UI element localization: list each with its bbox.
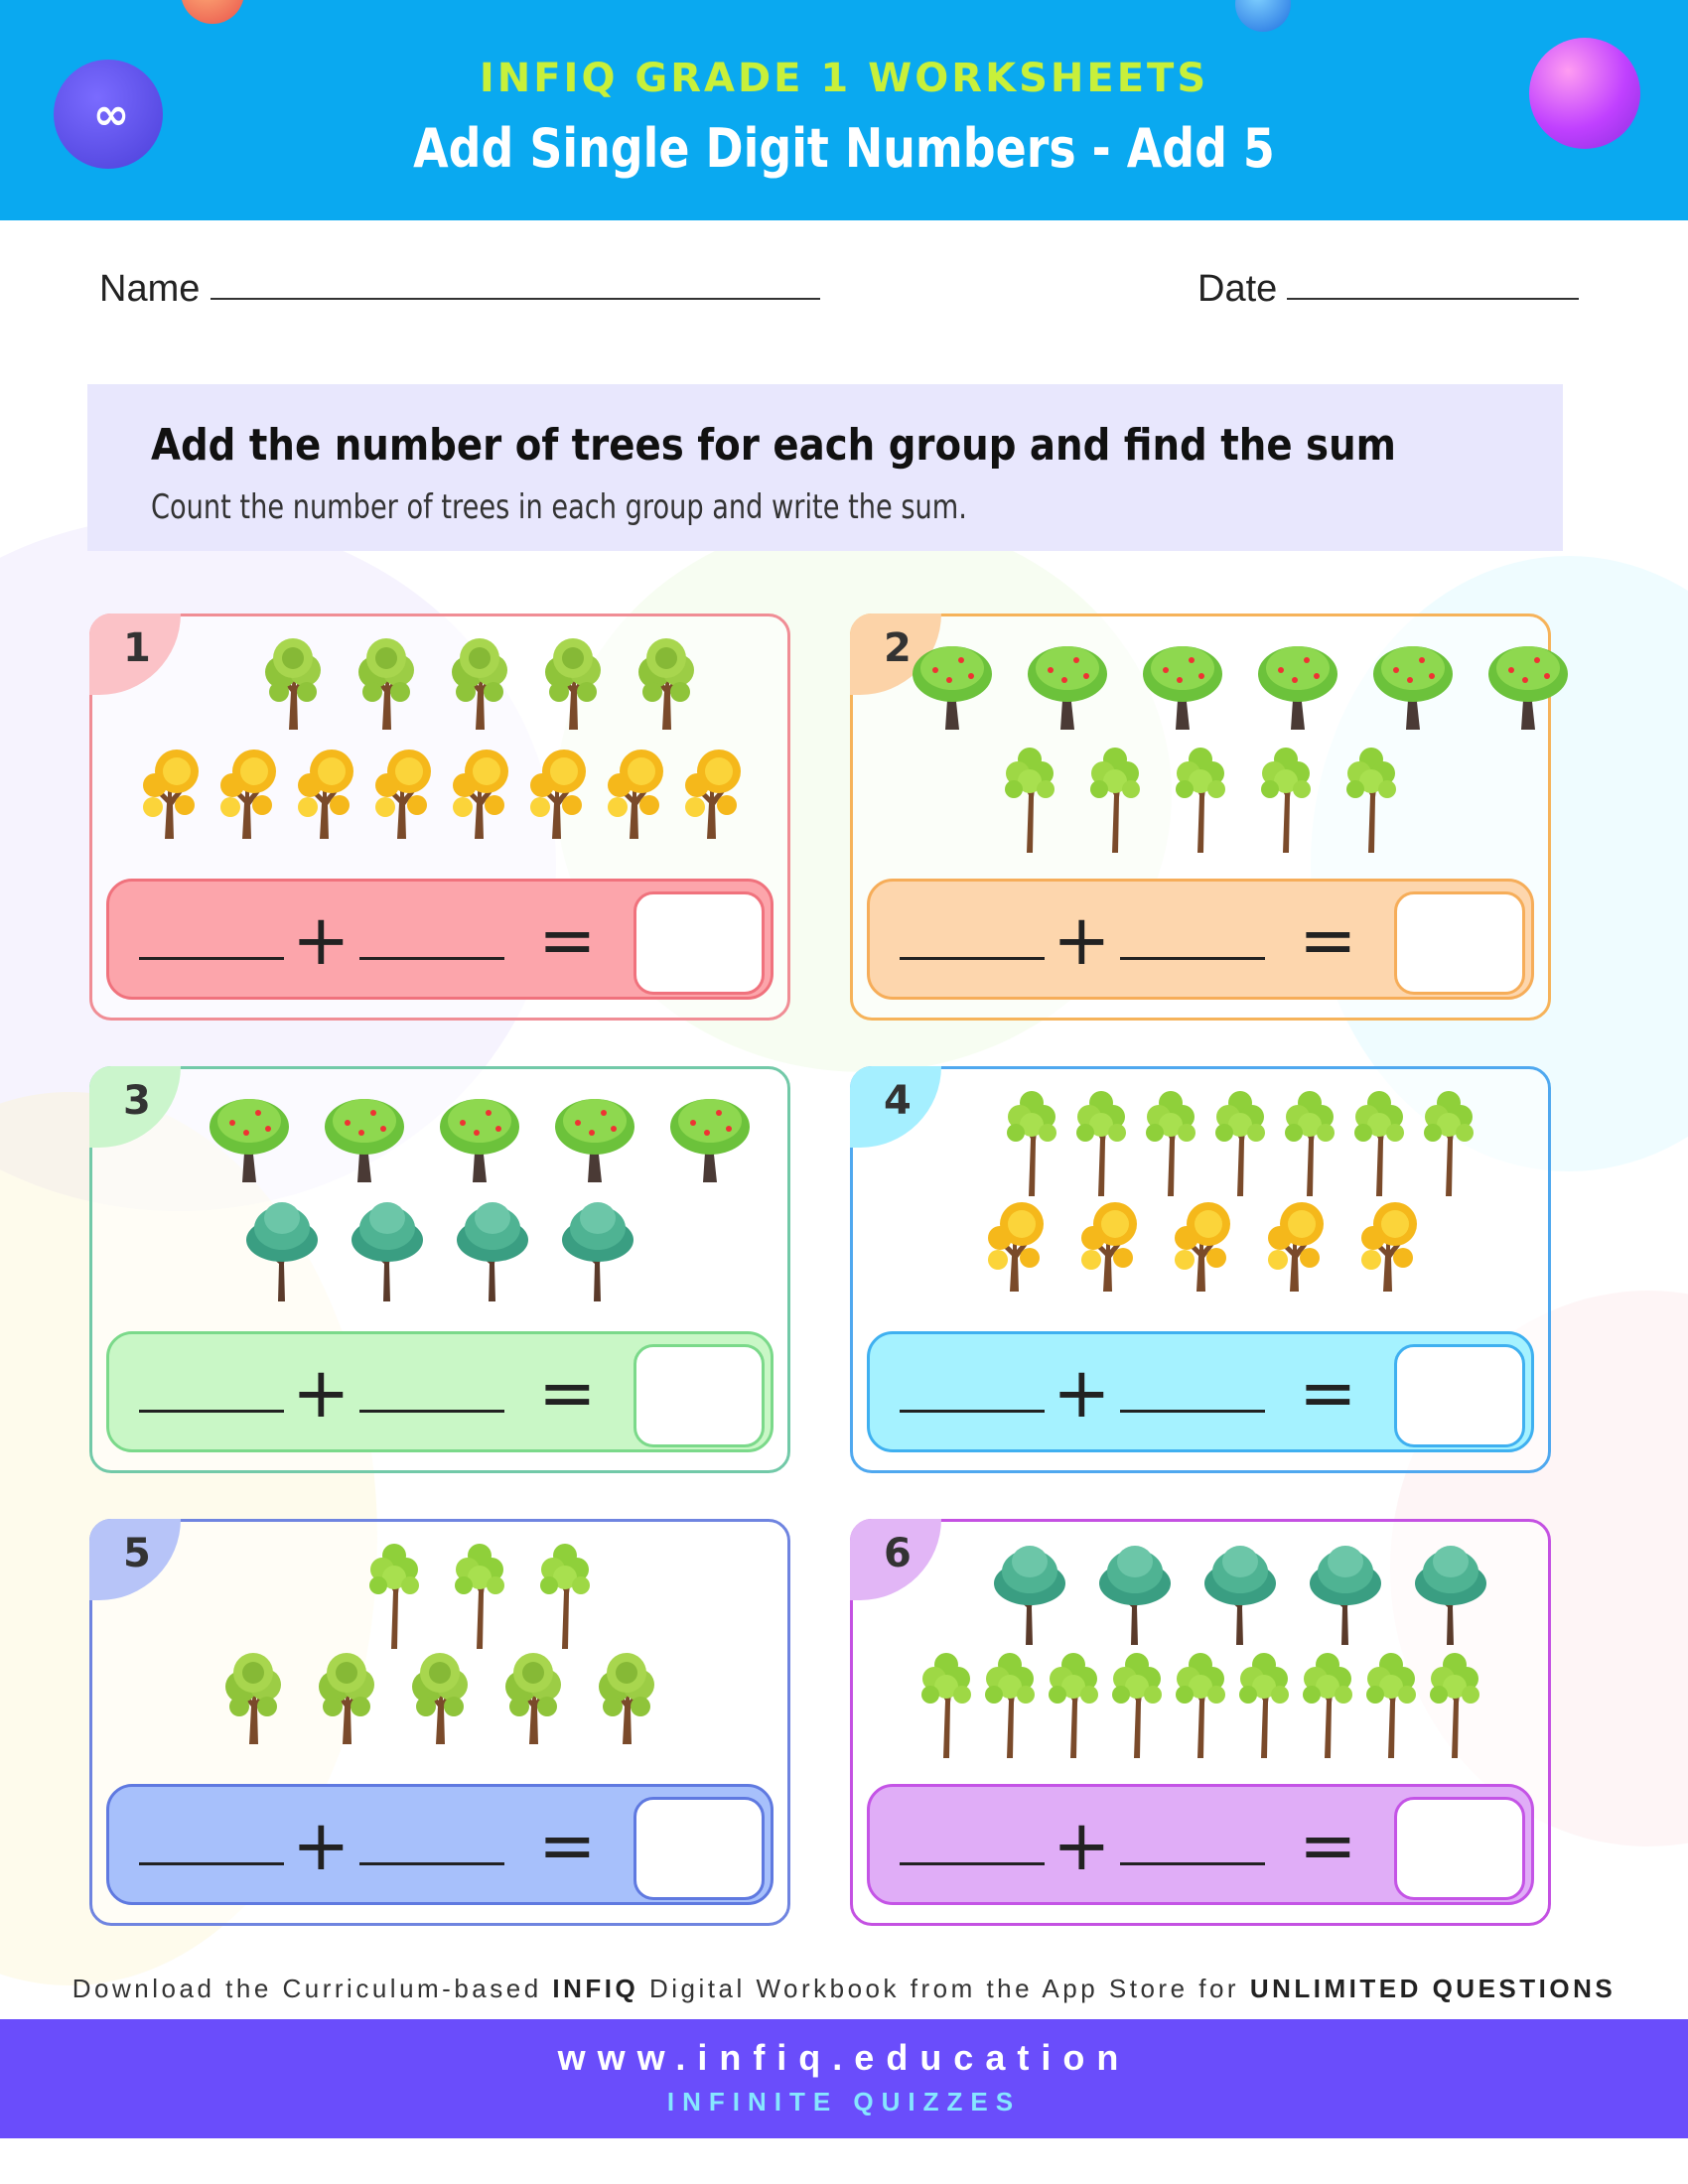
second-addend-blank[interactable]	[1120, 1410, 1265, 1413]
tree-group-1	[92, 636, 787, 735]
equation-bar	[106, 1331, 774, 1452]
problem-number: 5	[123, 1531, 151, 1576]
round-green-tree-icon	[595, 1651, 658, 1749]
problem-number: 6	[884, 1531, 912, 1576]
yellow-autumn-tree-icon	[982, 1198, 1046, 1297]
equals-sign: =	[1299, 1805, 1357, 1886]
decorative-ball	[181, 0, 244, 24]
tall-green-tree-icon	[366, 1542, 422, 1654]
apple-tree-icon	[1370, 636, 1456, 735]
sum-answer-box[interactable]	[633, 1344, 765, 1447]
problem-number: 4	[884, 1078, 912, 1124]
tall-green-tree-icon	[1004, 1089, 1059, 1201]
tall-green-tree-icon	[452, 1542, 507, 1654]
equals-sign: =	[1299, 1352, 1357, 1433]
name-label: Name	[99, 268, 201, 310]
tall-green-tree-icon	[1002, 746, 1057, 858]
download-text-mid: Digital Workbook from the App Store for	[638, 1974, 1250, 2003]
sum-answer-box[interactable]	[1394, 1344, 1525, 1447]
date-line[interactable]	[1287, 298, 1579, 300]
first-addend-blank[interactable]	[900, 1862, 1045, 1865]
round-green-tree-icon	[448, 636, 511, 735]
download-text-pre: Download the Curriculum-based	[71, 1974, 553, 2003]
date-label: Date	[1197, 268, 1278, 310]
second-addend-blank[interactable]	[359, 1862, 504, 1865]
teal-bushy-tree-icon	[1097, 1542, 1173, 1650]
apple-tree-icon	[207, 1089, 292, 1187]
second-addend-blank[interactable]	[359, 957, 504, 960]
problem-card	[89, 1066, 790, 1473]
tall-green-tree-icon	[1087, 746, 1143, 858]
tall-green-tree-icon	[1258, 746, 1314, 858]
tall-green-tree-icon	[1212, 1089, 1268, 1201]
tree-group-2	[92, 746, 787, 844]
name-line[interactable]	[211, 298, 820, 300]
plus-sign: +	[1053, 899, 1111, 981]
first-addend-blank[interactable]	[900, 957, 1045, 960]
yellow-autumn-tree-icon	[214, 746, 278, 844]
problem-number: 1	[123, 625, 151, 671]
equation-bar	[106, 879, 774, 1000]
yellow-autumn-tree-icon	[369, 746, 433, 844]
equation-bar	[106, 1784, 774, 1905]
tree-group-2	[853, 1651, 1548, 1763]
tall-green-tree-icon	[1046, 1651, 1101, 1763]
problem-card	[89, 1519, 790, 1926]
tree-group-2	[92, 1651, 787, 1749]
apple-tree-icon	[322, 1089, 407, 1187]
problem-number: 3	[123, 1078, 151, 1124]
tall-green-tree-icon	[1173, 1651, 1228, 1763]
plus-sign: +	[292, 899, 351, 981]
tall-green-tree-icon	[537, 1542, 593, 1654]
tall-green-tree-icon	[1421, 1089, 1477, 1201]
tall-green-tree-icon	[1300, 1651, 1355, 1763]
first-addend-blank[interactable]	[139, 1862, 284, 1865]
plus-sign: +	[292, 1805, 351, 1886]
round-green-tree-icon	[541, 636, 605, 735]
download-notice	[0, 1974, 1688, 2004]
problem-card	[850, 614, 1551, 1021]
tall-green-tree-icon	[1351, 1089, 1407, 1201]
apple-tree-icon	[552, 1089, 637, 1187]
yellow-autumn-tree-icon	[447, 746, 510, 844]
yellow-autumn-tree-icon	[1075, 1198, 1139, 1297]
apple-tree-icon	[1255, 636, 1340, 735]
plus-sign: +	[1053, 1805, 1111, 1886]
apple-tree-icon	[910, 636, 995, 735]
footer-tagline: INFINITE QUIZZES	[666, 2087, 1022, 2116]
equals-sign: =	[538, 899, 597, 981]
sum-answer-box[interactable]	[633, 1797, 765, 1900]
worksheet-series: INFIQ GRADE 1 WORKSHEETS	[479, 56, 1209, 101]
plus-sign: +	[292, 1352, 351, 1433]
sum-answer-box[interactable]	[1394, 891, 1525, 995]
instructions-title: Add the number of trees for each group and find the sum	[151, 420, 1397, 471]
round-green-tree-icon	[315, 1651, 378, 1749]
tree-group-1	[853, 1089, 1548, 1201]
teal-bushy-tree-icon	[455, 1198, 530, 1306]
header-banner	[0, 0, 1688, 220]
round-green-tree-icon	[354, 636, 418, 735]
tall-green-tree-icon	[1427, 1651, 1482, 1763]
teal-bushy-tree-icon	[350, 1198, 425, 1306]
page-title: Add Single Digit Numbers - Add 5	[413, 117, 1275, 180]
tall-green-tree-icon	[918, 1651, 974, 1763]
tall-green-tree-icon	[1073, 1089, 1129, 1201]
tall-green-tree-icon	[1109, 1651, 1165, 1763]
tall-green-tree-icon	[1343, 746, 1399, 858]
second-addend-blank[interactable]	[1120, 1862, 1265, 1865]
tree-group-2	[92, 1198, 787, 1306]
tall-green-tree-icon	[982, 1651, 1038, 1763]
tree-group-1	[92, 1542, 787, 1654]
first-addend-blank[interactable]	[139, 957, 284, 960]
apple-tree-icon	[437, 1089, 522, 1187]
tall-green-tree-icon	[1236, 1651, 1292, 1763]
equation-bar	[867, 879, 1534, 1000]
tall-green-tree-icon	[1143, 1089, 1198, 1201]
teal-bushy-tree-icon	[992, 1542, 1067, 1650]
equals-sign: =	[538, 1352, 597, 1433]
first-addend-blank[interactable]	[139, 1410, 284, 1413]
yellow-autumn-tree-icon	[1355, 1198, 1419, 1297]
second-addend-blank[interactable]	[359, 1410, 504, 1413]
tall-green-tree-icon	[1363, 1651, 1419, 1763]
apple-tree-icon	[1140, 636, 1225, 735]
yellow-autumn-tree-icon	[1262, 1198, 1326, 1297]
tree-group-2	[853, 1198, 1548, 1297]
infinity-icon: ∞	[92, 88, 124, 140]
yellow-autumn-tree-icon	[292, 746, 355, 844]
tall-green-tree-icon	[1173, 746, 1228, 858]
equation-bar	[867, 1784, 1534, 1905]
instructions-panel	[87, 384, 1563, 551]
decorative-ball	[1235, 0, 1291, 32]
tree-group-1	[853, 636, 1548, 735]
yellow-autumn-tree-icon	[679, 746, 743, 844]
first-addend-blank[interactable]	[900, 1410, 1045, 1413]
footer-banner	[0, 2019, 1688, 2138]
download-brand: INFIQ	[552, 1974, 639, 2003]
teal-bushy-tree-icon	[1202, 1542, 1278, 1650]
teal-bushy-tree-icon	[1413, 1542, 1488, 1650]
problem-card	[850, 1066, 1551, 1473]
yellow-autumn-tree-icon	[602, 746, 665, 844]
round-green-tree-icon	[261, 636, 325, 735]
equals-sign: =	[538, 1805, 597, 1886]
apple-tree-icon	[1025, 636, 1110, 735]
teal-bushy-tree-icon	[560, 1198, 635, 1306]
footer-url[interactable]: www.infiq.education	[557, 2037, 1131, 2078]
download-text-end: UNLIMITED QUESTIONS	[1249, 1974, 1617, 2003]
tree-group-1	[853, 1542, 1548, 1650]
second-addend-blank[interactable]	[1120, 957, 1265, 960]
sum-answer-box[interactable]	[633, 891, 765, 995]
round-green-tree-icon	[634, 636, 698, 735]
yellow-autumn-tree-icon	[137, 746, 201, 844]
tall-green-tree-icon	[1282, 1089, 1337, 1201]
apple-tree-icon	[1485, 636, 1571, 735]
yellow-autumn-tree-icon	[1169, 1198, 1232, 1297]
round-green-tree-icon	[501, 1651, 565, 1749]
problem-card	[850, 1519, 1551, 1926]
equation-bar	[867, 1331, 1534, 1452]
tree-group-2	[853, 746, 1548, 858]
teal-bushy-tree-icon	[1308, 1542, 1383, 1650]
teal-bushy-tree-icon	[244, 1198, 320, 1306]
apple-tree-icon	[667, 1089, 753, 1187]
yellow-autumn-tree-icon	[524, 746, 588, 844]
round-green-tree-icon	[221, 1651, 285, 1749]
tree-group-1	[92, 1089, 787, 1187]
sum-answer-box[interactable]	[1394, 1797, 1525, 1900]
problem-number: 2	[884, 625, 912, 671]
problem-card	[89, 614, 790, 1021]
round-green-tree-icon	[408, 1651, 472, 1749]
plus-sign: +	[1053, 1352, 1111, 1433]
instructions-subtitle: Count the number of trees in each group and write the sum.	[151, 487, 967, 527]
equals-sign: =	[1299, 899, 1357, 981]
